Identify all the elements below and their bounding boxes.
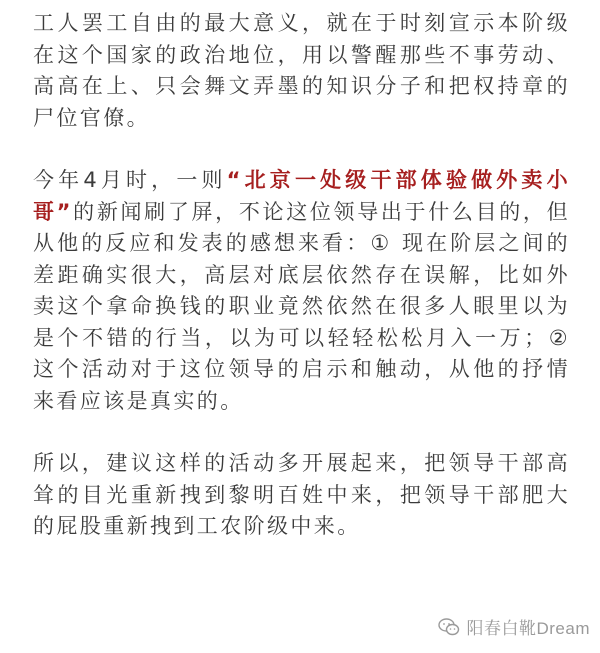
paragraph-3: 所以，建议这样的活动多开展起来，把领导干部高耸的目光重新拽到黎明百姓中来，把领导干部肥大的屁股重新拽到工农阶级中来。 xyxy=(33,451,570,538)
watermark xyxy=(438,614,590,639)
watermark-text: 阳春白靴Dream xyxy=(466,619,590,638)
paragraph-1: 工人罢工自由的最大意义，就在于时刻宣示本阶级在这个国家的政治地位，用以警醒那些不事劳动、高高在上、只会舞文弄墨的知识分子和把权持章的尸位官僚。 xyxy=(33,11,570,130)
wechat-icon xyxy=(438,618,460,636)
headline-highlight: “北京一处级干部体验做外卖小哥” xyxy=(33,168,570,224)
paragraph-2-lead: 今年4月时，一则 xyxy=(33,168,227,192)
paragraph-2-body: 的新闻刷了屏，不论这位领导出于什么目的，但从他的反应和发表的感想来看：① 现在阶层之间的差距确实很大，高层对底层依然存在误解，比如外卖这个拿命换钱的职业竟然依然在很多人眼里以为是个不错的行当，以为可以轻轻松松月入一万；② 这个活动对于这位领导的启示和触动，从他的抒情来看应该是真实的。 xyxy=(33,199,570,413)
paragraph-2 xyxy=(33,165,570,417)
